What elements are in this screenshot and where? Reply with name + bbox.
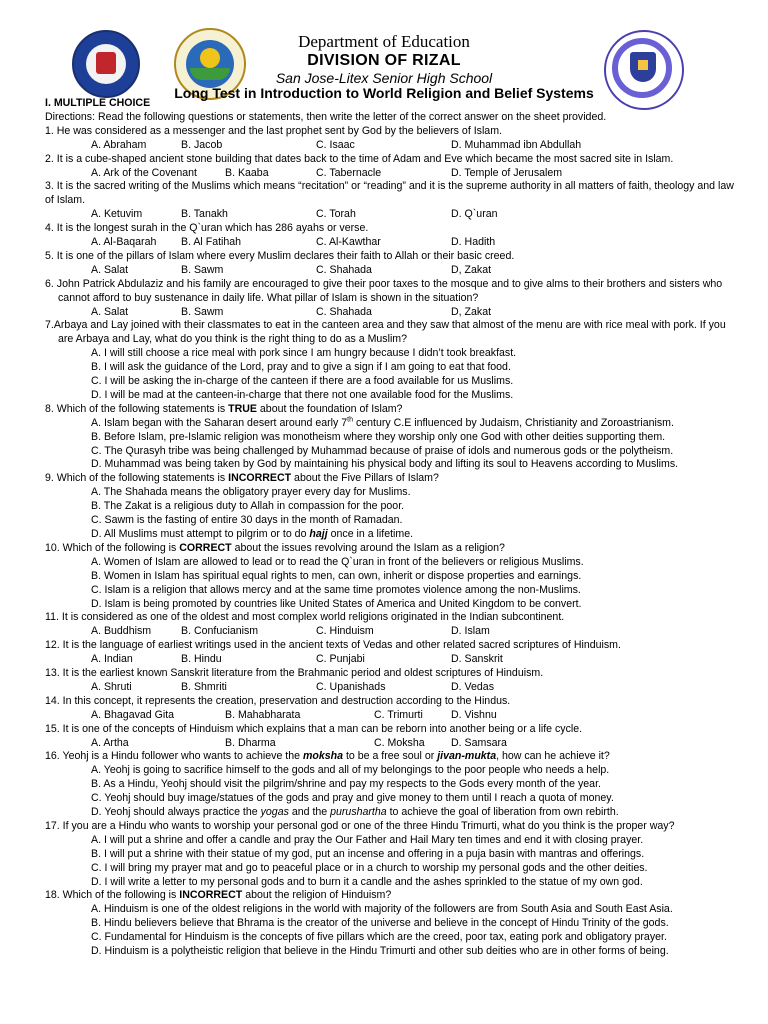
option-b: B. Sawm (181, 263, 224, 276)
option-d-post: to achieve the goal of liberation from own rebirth. (386, 806, 619, 819)
test-body (45, 97, 735, 959)
option-b: B. The Zakat is a religious duty to Allah in compassion for the poor. (91, 500, 405, 513)
option-d-pre: D. All Muslims must attempt to pilgrim or to do (91, 528, 310, 540)
option-d: D. Hinduism is a polytheistic religion that believe in the Hindu Trimurti and other sub deities who are in other forms of being. (91, 945, 669, 958)
option-d (45, 806, 735, 820)
question-8-emphasis: TRUE (228, 402, 257, 415)
option-a: A. Ark of the Covenant (91, 166, 197, 179)
option-b: B. Confucianism (181, 625, 259, 638)
option-a: A. I will still choose a rice meal with pork since I am hungry because I didn’t took breakfast. (91, 347, 517, 360)
option-d: D. Islam is being promoted by countries like United States of America and United Kingdom to be convert. (91, 597, 582, 610)
question-2-options (45, 167, 735, 181)
option-c: C. Al-Kawthar (316, 236, 381, 249)
question-17: 17. If you are a Hindu who wants to worship your personal god or one of the three Hindu Trimurti, what do you think is the proper way? (45, 819, 675, 832)
option-a: A. Indian (91, 653, 133, 666)
option-b: B. Jacob (181, 138, 223, 151)
option-d-pre: D. Yeohj should always practice the (91, 806, 261, 819)
option-b: B. Tanakh (181, 208, 228, 221)
question-1: 1. He was considered as a messenger and the last prophet sent by God by the believers of Islam. (45, 124, 502, 137)
section-title: I. MULTIPLE CHOICE (45, 97, 151, 109)
option-b: B. Before Islam, pre-Islamic religion was monotheism where they worship only one God with other deities supporting them. (91, 430, 666, 443)
option-c: C. Islam is a religion that allows mercy and at the same time promotes violence among the non-Muslims. (91, 583, 581, 596)
option-b: B. Women in Islam has spiritual equal rights to men, can own, inherit or dispose properties and earnings. (91, 569, 582, 582)
question-5-options (45, 264, 735, 278)
question-3-options (45, 208, 735, 222)
option-a: A. Yeohj is going to sacrifice himself to the gods and all of my belongings to the poor people who needs a help. (91, 764, 610, 777)
option-c: C. I will be asking the in-charge of the canteen if there are a food available for us Muslims. (91, 375, 514, 388)
option-a: A. Salat (91, 305, 129, 318)
option-a: A. Women of Islam are allowed to lead or to read the Q`uran in front of the believers or religious Muslims. (91, 555, 584, 568)
question-9-emphasis: INCORRECT (228, 472, 292, 485)
option-d: D. Islam (451, 625, 490, 638)
option-d-post: once in a lifetime. (327, 528, 414, 540)
question-18-post: about the religion of Hinduism? (242, 889, 392, 902)
question-9-pre: 9. Which of the following statements is (45, 472, 229, 485)
question-16-pre: 16. Yeohj is a Hindu follower who wants to achieve the (45, 750, 303, 763)
question-18-emphasis: INCORRECT (179, 889, 243, 902)
option-a: A. Hinduism is one of the oldest religions in the world with majority of the followers are from South Asia and South East Asia. (91, 903, 673, 916)
question-18 (45, 889, 735, 903)
option-c: C. Fundamental for Hinduism is the concepts of five pillars which are the creed, poor tax, eating pork and obligatory prayer. (91, 931, 667, 944)
question-16-post: , how can he achieve it? (496, 750, 610, 763)
option-c: C. Isaac (316, 138, 355, 151)
option-c: C. Moksha (374, 736, 425, 749)
option-d: D. I will write a letter to my personal gods and to burn it a candle and the ashes sprinkled to the statue of my own god. (91, 875, 643, 888)
option-d: D. I will be mad at the canteen-in-charge that there not one available food for the Muslims. (91, 388, 514, 401)
option-c: C. The Qurasyh tribe was being challenged by Muhammad because of praise of idols and numerous gods or the polytheism. (91, 444, 674, 457)
question-9 (45, 472, 735, 486)
option-d: D. Sanskrit (451, 653, 503, 666)
option-c: C. Trimurti (374, 708, 423, 721)
option-a-superscript: th (347, 416, 354, 424)
option-c: C. Tabernacle (316, 166, 382, 179)
question-7: 7.Arbaya and Lay joined with their classmates to eat in the canteen area and they saw that almost of the menu are with rice meal with pork. If you are Arbaya and Lay, what do you think is the right thing to do as a Muslim? (45, 319, 726, 346)
option-c: C. Sawm is the fasting of entire 30 days in the month of Ramadan. (91, 514, 403, 527)
option-c: C. Punjabi (316, 653, 365, 666)
option-a: A. The Shahada means the obligatory prayer every day for Muslims. (91, 486, 411, 499)
question-4: 4. It is the longest surah in the Q`uran which has 286 ayahs or verse. (45, 222, 369, 235)
option-c: C. Yeohj should buy image/statues of the gods and pray and give money to them until I reach a quota of money. (91, 792, 614, 805)
question-18-pre: 18. Which of the following is (45, 889, 180, 902)
option-d: D. Hadith (451, 236, 496, 249)
option-d (45, 528, 735, 542)
option-d: D. Samsara (451, 736, 507, 749)
option-c: C. I will bring my prayer mat and go to peaceful place or in a church to worship my personal gods and the other deities. (91, 861, 648, 874)
question-5: 5. It is one of the pillars of Islam where every Muslim declares their faith to Allah or their basic creed. (45, 249, 515, 262)
question-16 (45, 750, 735, 764)
question-15: 15. It is one of the concepts of Hinduism which explains that a man can be reborn into another being or a life cycle. (45, 722, 583, 735)
question-11-options (45, 625, 735, 639)
question-4-options (45, 236, 735, 250)
option-a: A. Abraham (91, 138, 147, 151)
question-11: 11. It is considered as one of the oldest and most complex world religions originated in the Indian subcontinent. (45, 611, 565, 624)
question-8 (45, 403, 735, 417)
option-b: B. Shmriti (181, 680, 227, 693)
question-8-pre: 8. Which of the following statements is (45, 402, 229, 415)
option-a: A. Al-Baqarah (91, 236, 157, 249)
question-1-options (45, 139, 735, 153)
option-b: B. As a Hindu, Yeohj should visit the pilgrim/shrine and pay my respects to the Gods every month of the year. (91, 778, 601, 791)
option-d-emphasis-yogas: yogas (260, 806, 289, 819)
question-9-post: about the Five Pillars of Islam? (291, 472, 439, 485)
option-a: A. Shruti (91, 680, 132, 693)
question-15-options (45, 737, 735, 751)
question-14-options (45, 709, 735, 723)
question-10-post: about the issues revolving around the Islam as a religion? (231, 541, 505, 554)
directions: Directions: Read the following questions or statements, then write the letter of the correct answer on the sheet provided. (45, 110, 607, 123)
option-b: B. I will ask the guidance of the Lord, pray and to give a sign if I am going to eat that food. (91, 361, 511, 374)
question-12: 12. It is the language of earliest writings used in the ancient texts of Vedas and other related sacred scriptures of Hinduism. (45, 639, 621, 652)
option-d-emphasis-purushartha: purushartha (330, 806, 387, 819)
question-6-options (45, 306, 735, 320)
option-b: B. Sawm (181, 305, 224, 318)
division-name: DIVISION OF RIZAL (307, 52, 461, 69)
option-a: A. Artha (91, 736, 129, 749)
option-b: B. I will put a shrine with their statue of my god, put an incense and offering in a puja basin with mantras and offerings. (91, 847, 645, 860)
option-d: D, Zakat (451, 305, 492, 318)
question-14: 14. In this concept, it represents the creation, preservation and destruction according to the Hindus. (45, 694, 511, 707)
question-2: 2. It is a cube-shaped ancient stone building that dates back to the time of Adam and Eve which became the most sacred site in Islam. (45, 152, 674, 165)
option-d: D. Vedas (451, 680, 494, 693)
option-a: A. Ketuvim (91, 208, 143, 221)
option-d: D. Muhammad ibn Abdullah (451, 138, 582, 151)
option-d: D. Vishnu (451, 708, 497, 721)
option-d-mid: and the (288, 806, 331, 819)
question-16-emphasis-jivan-mukta: jivan-mukta (437, 750, 497, 763)
option-b: B. Al Fatihah (181, 236, 242, 249)
question-16-mid: to be a free soul or (343, 750, 438, 763)
option-d-emphasis: hajj (309, 528, 328, 540)
question-13-options (45, 681, 735, 695)
option-b: B. Mahabharata (225, 708, 301, 721)
option-a: A. Salat (91, 263, 129, 276)
question-10-emphasis: CORRECT (179, 541, 232, 554)
option-a-pre: A. Islam began with the Saharan desert around early 7 (91, 416, 348, 429)
option-c: C. Hinduism (316, 625, 374, 638)
option-c: C. Shahada (316, 263, 372, 276)
option-c: C. Upanishads (316, 680, 386, 693)
option-b: B. Hindu (181, 653, 222, 666)
option-d: D. Q`uran (451, 208, 498, 221)
question-13: 13. It is the earliest known Sanskrit literature from the Brahmanic period and oldest scriptures of Hinduism. (45, 667, 544, 680)
question-16-emphasis-moksha: moksha (302, 750, 343, 763)
test-title: Long Test in Introduction to World Religion and Belief Systems (174, 85, 594, 101)
question-10 (45, 542, 735, 556)
option-a (45, 417, 735, 431)
option-b: B. Dharma (225, 736, 276, 749)
school-name: San Jose-Litex Senior High School (275, 70, 493, 86)
question-8-post: about the foundation of Islam? (256, 402, 403, 415)
option-d: D. Temple of Jerusalem (451, 166, 563, 179)
department-name: Department of Education (298, 32, 470, 51)
option-a-post: century C.E influenced by Judaism, Christianity and Zoroastrianism. (353, 416, 674, 429)
option-b: B. Hindu believers believe that Bhrama is the creator of the universe and believe in the concept of Hindu Trinity of the gods. (91, 917, 669, 930)
question-3: 3. It is the sacred writing of the Muslims which means “recitation” or “reading” and it is the supreme authority in all matters of faith, theology and law of Islam. (45, 180, 734, 207)
option-a: A. I will put a shrine and offer a candle and pray the Our Father and Hail Mary ten times and end it with closing prayer. (91, 833, 644, 846)
option-c: C. Torah (316, 208, 356, 221)
question-6: 6. John Patrick Abdulaziz and his family are encouraged to give their poor taxes to the mosque and to give alms to their brothers and sisters who cannot afford to buy sustenance in daily life. What pillar of Islam is shown in the situation? (45, 277, 723, 304)
option-d: D. Muhammad was being taken by God by maintaining his physical body and lifting its soul to Heavens according to Muslims. (91, 458, 679, 471)
question-12-options (45, 653, 735, 667)
option-a: A. Buddhism (91, 625, 152, 638)
option-a: A. Bhagavad Gita (91, 708, 175, 721)
question-10-pre: 10. Which of the following is (45, 541, 180, 554)
option-d: D, Zakat (451, 263, 492, 276)
option-c: C. Shahada (316, 305, 372, 318)
option-b: B. Kaaba (225, 166, 269, 179)
